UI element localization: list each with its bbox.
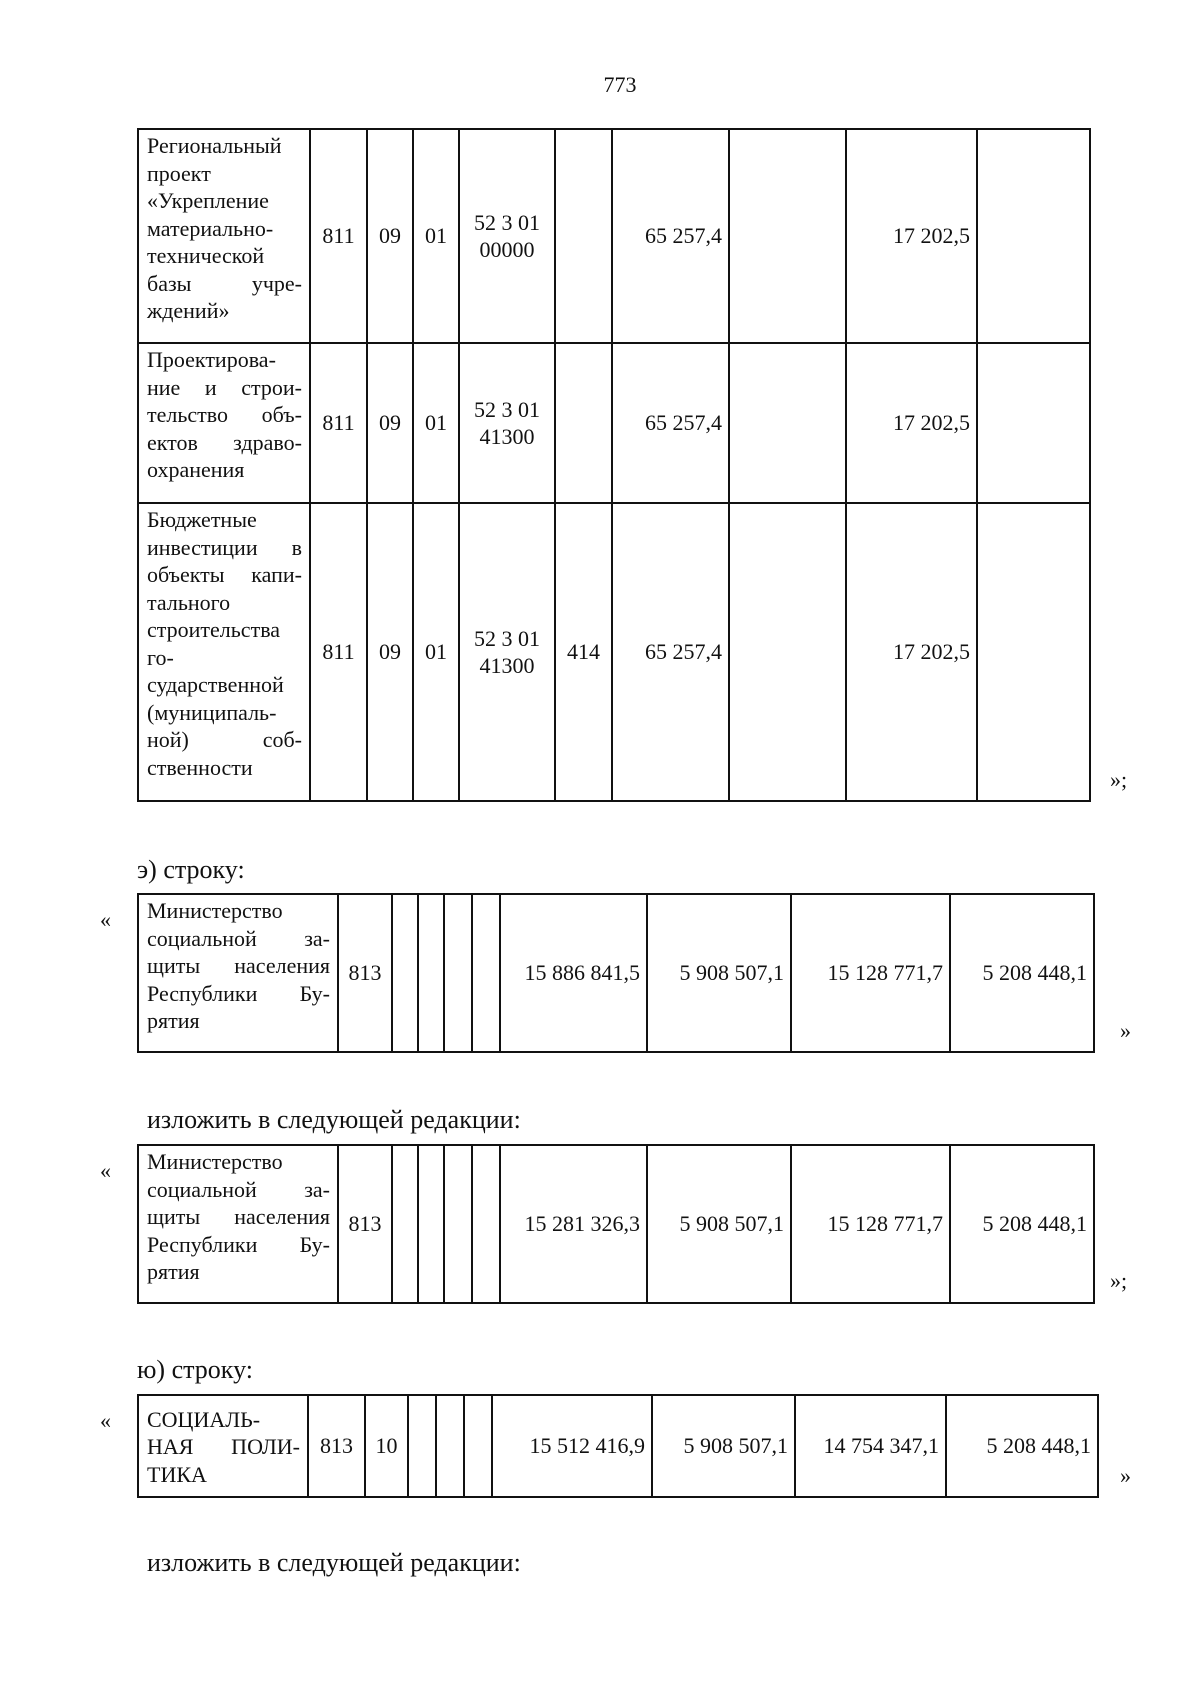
budget-table-3 bbox=[137, 1144, 1095, 1304]
ministry-code: 811 bbox=[310, 343, 367, 503]
row-name: Бюджетные инвестиции в объекты капи-тального строительства го-сударственной (муниципаль-ной) соб-ственности bbox=[138, 503, 310, 801]
table-row bbox=[138, 1145, 1094, 1303]
amount-2 bbox=[729, 503, 846, 801]
subsection-code: 01 bbox=[413, 129, 459, 343]
target-article-code: 52 3 01 00000 bbox=[459, 129, 555, 343]
ministry-code: 811 bbox=[310, 503, 367, 801]
section-code: 09 bbox=[367, 503, 413, 801]
amount-1: 65 257,4 bbox=[612, 129, 729, 343]
ministry-code: 813 bbox=[308, 1395, 365, 1497]
ministry-code: 813 bbox=[338, 894, 392, 1052]
amount-3: 15 128 771,7 bbox=[791, 894, 950, 1052]
amount-4 bbox=[977, 503, 1090, 801]
paragraph-edit-2: изложить в следующей редакции: bbox=[147, 1548, 521, 1577]
amount-2: 5 908 507,1 bbox=[647, 894, 791, 1052]
opening-quote: « bbox=[100, 1158, 111, 1183]
row-name: СОЦИАЛЬ-НАЯ ПОЛИ-ТИКА bbox=[138, 1395, 308, 1497]
budget-table-4 bbox=[137, 1394, 1099, 1498]
empty-cell bbox=[392, 1145, 418, 1303]
paragraph-e: э) строку: bbox=[137, 855, 245, 884]
amount-1: 15 512 416,9 bbox=[492, 1395, 652, 1497]
budget-table-2 bbox=[137, 893, 1095, 1053]
empty-cell bbox=[408, 1395, 436, 1497]
closing-quote: »; bbox=[1110, 1268, 1128, 1293]
budget-table-1 bbox=[137, 128, 1091, 802]
amount-1: 65 257,4 bbox=[612, 503, 729, 801]
row-name: Региональный проект «Укрепление материально-технической базы учре-ждений» bbox=[138, 129, 310, 343]
opening-quote: « bbox=[100, 907, 111, 932]
expense-type-code bbox=[555, 343, 612, 503]
amount-2 bbox=[729, 129, 846, 343]
empty-cell bbox=[418, 894, 444, 1052]
amount-3: 14 754 347,1 bbox=[795, 1395, 946, 1497]
closing-quote: »; bbox=[1110, 767, 1128, 792]
target-article-code: 52 3 01 41300 bbox=[459, 343, 555, 503]
empty-cell bbox=[444, 1145, 472, 1303]
amount-2 bbox=[729, 343, 846, 503]
table-row bbox=[138, 503, 1090, 801]
row-name: Министерство социальной за-щиты населения Республики Бу-рятия bbox=[138, 1145, 338, 1303]
page-number: 773 bbox=[603, 72, 637, 97]
empty-cell bbox=[464, 1395, 492, 1497]
row-name: Министерство социальной за-щиты населения Республики Бу-рятия bbox=[138, 894, 338, 1052]
section-code: 10 bbox=[365, 1395, 408, 1497]
paragraph-yu: ю) строку: bbox=[137, 1355, 253, 1384]
table-row bbox=[138, 343, 1090, 503]
empty-cell bbox=[444, 894, 472, 1052]
empty-cell bbox=[436, 1395, 464, 1497]
amount-4: 5 208 448,1 bbox=[950, 894, 1094, 1052]
amount-3: 15 128 771,7 bbox=[791, 1145, 950, 1303]
empty-cell bbox=[472, 1145, 500, 1303]
amount-4: 5 208 448,1 bbox=[950, 1145, 1094, 1303]
amount-3: 17 202,5 bbox=[846, 343, 977, 503]
amount-1: 15 281 326,3 bbox=[500, 1145, 647, 1303]
amount-3: 17 202,5 bbox=[846, 129, 977, 343]
row-name: Проектирова-ние и строи-тельство объ-ектов здраво-охранения bbox=[138, 343, 310, 503]
amount-3: 17 202,5 bbox=[846, 503, 977, 801]
amount-1: 15 886 841,5 bbox=[500, 894, 647, 1052]
opening-quote: « bbox=[100, 1408, 111, 1433]
amount-4: 5 208 448,1 bbox=[946, 1395, 1098, 1497]
table-row bbox=[138, 1395, 1098, 1497]
section-code: 09 bbox=[367, 343, 413, 503]
expense-type-code bbox=[555, 129, 612, 343]
empty-cell bbox=[392, 894, 418, 1052]
subsection-code: 01 bbox=[413, 343, 459, 503]
amount-1: 65 257,4 bbox=[612, 343, 729, 503]
amount-2: 5 908 507,1 bbox=[647, 1145, 791, 1303]
closing-quote: » bbox=[1120, 1463, 1131, 1488]
empty-cell bbox=[472, 894, 500, 1052]
section-code: 09 bbox=[367, 129, 413, 343]
expense-type-code: 414 bbox=[555, 503, 612, 801]
paragraph-edit-1: изложить в следующей редакции: bbox=[147, 1105, 521, 1134]
ministry-code: 813 bbox=[338, 1145, 392, 1303]
amount-4 bbox=[977, 129, 1090, 343]
table-row bbox=[138, 894, 1094, 1052]
closing-quote: » bbox=[1120, 1018, 1131, 1043]
table-row bbox=[138, 129, 1090, 343]
empty-cell bbox=[418, 1145, 444, 1303]
amount-2: 5 908 507,1 bbox=[652, 1395, 795, 1497]
amount-4 bbox=[977, 343, 1090, 503]
target-article-code: 52 3 01 41300 bbox=[459, 503, 555, 801]
ministry-code: 811 bbox=[310, 129, 367, 343]
subsection-code: 01 bbox=[413, 503, 459, 801]
